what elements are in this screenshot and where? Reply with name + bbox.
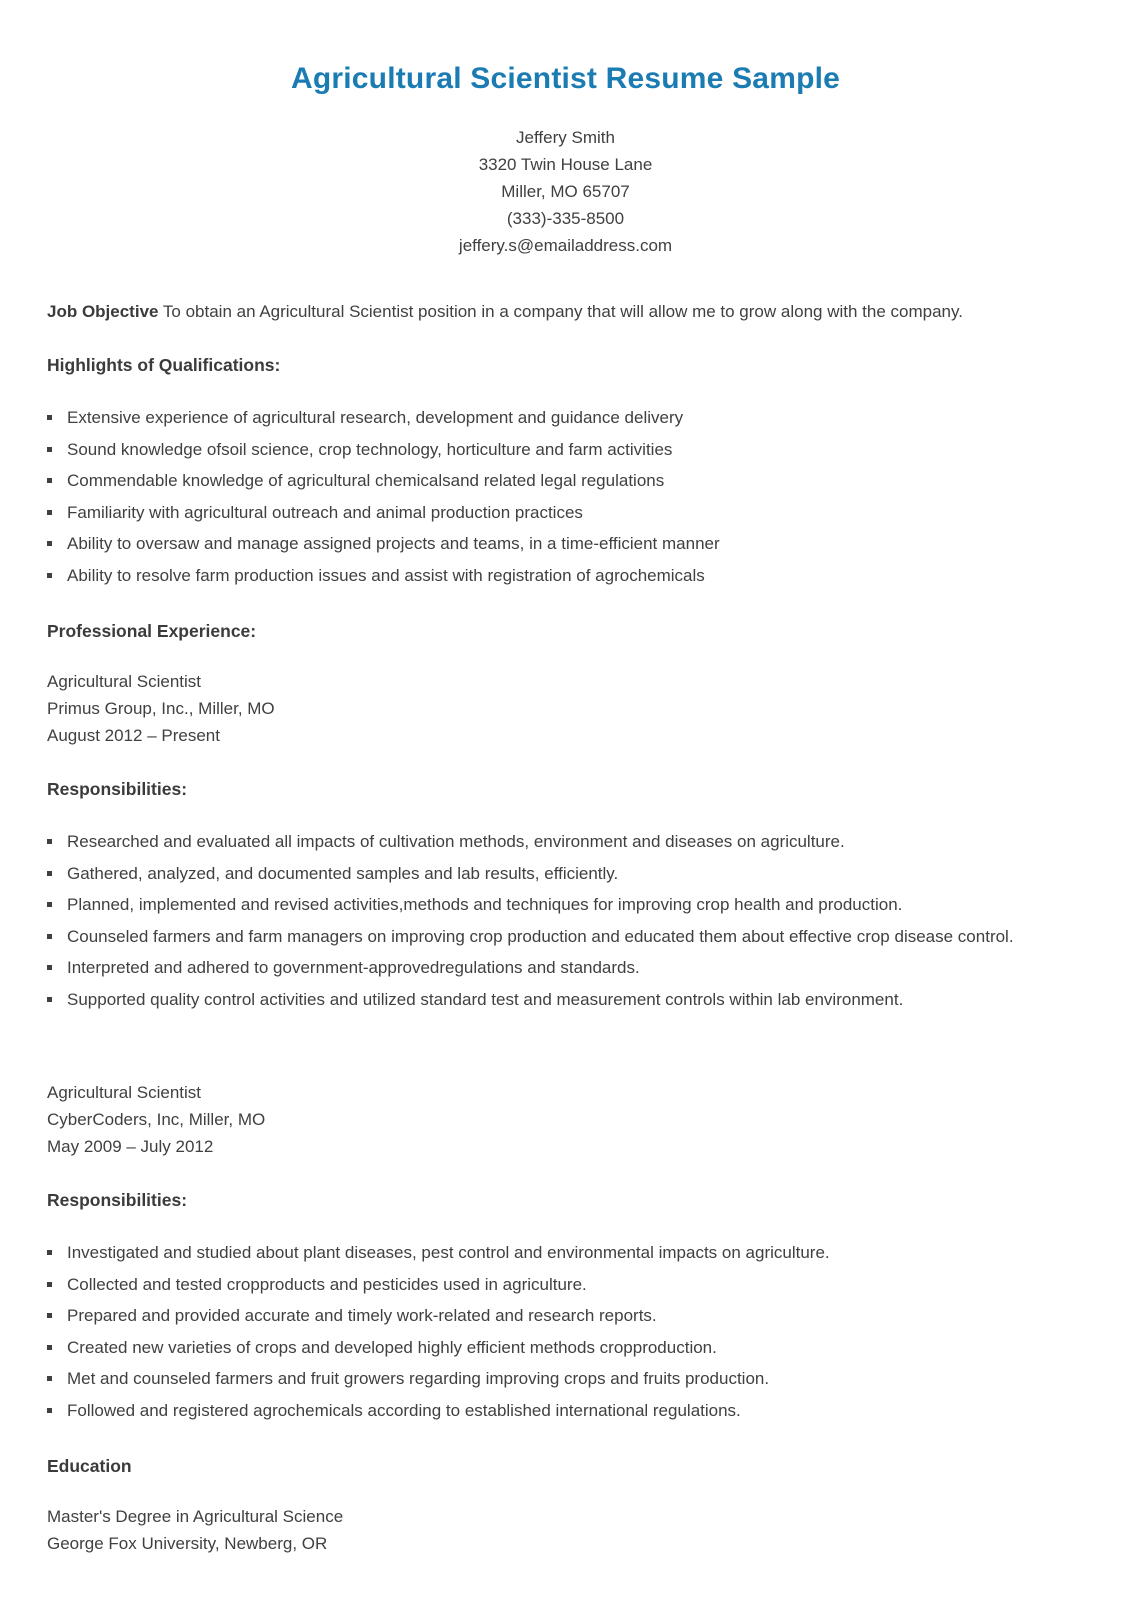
- list-item: [47, 858, 1084, 890]
- bullet-icon: [47, 965, 52, 970]
- contact-city-state-zip: Miller, MO 65707: [501, 182, 630, 201]
- responsibilities-list: [47, 826, 1084, 1015]
- qualifications-list: [47, 402, 1084, 591]
- list-item: [47, 434, 1084, 466]
- job-title: Agricultural Scientist: [47, 1083, 202, 1102]
- bullet-icon: [47, 871, 52, 876]
- list-item-text: Sound knowledge ofsoil science, crop technology, horticulture and farm activities: [67, 439, 673, 459]
- list-item: [47, 560, 1084, 592]
- bullet-icon: [47, 1250, 52, 1255]
- list-item-text: Investigated and studied about plant diseases, pest control and environmental impacts on agriculture.: [67, 1243, 830, 1262]
- list-item-text: Commendable knowledge of agricultural chemicalsand related legal regulations: [67, 471, 665, 490]
- education-school: George Fox University, Newberg, OR: [47, 1534, 328, 1553]
- list-item: [47, 1300, 1084, 1332]
- list-item-text: Followed and registered agrochemicals according to established international regulations.: [67, 1400, 741, 1420]
- list-item-text: Extensive experience of agricultural research, development and guidance delivery: [67, 408, 684, 427]
- job-objective-label: Job Objective: [47, 302, 159, 321]
- list-item-text: Interpreted and adhered to government-approvedregulations and standards.: [67, 958, 640, 977]
- bullet-icon: [47, 478, 52, 483]
- job-dates: August 2012 – Present: [47, 726, 220, 745]
- education-block: [47, 1503, 1084, 1557]
- bullet-icon: [47, 934, 52, 939]
- contact-block: [47, 124, 1084, 259]
- list-item: [47, 889, 1084, 921]
- list-item: [47, 465, 1084, 497]
- contact-phone: (333)-335-8500: [506, 209, 625, 228]
- list-item: [47, 528, 1084, 560]
- responsibilities-list: [47, 1237, 1084, 1426]
- contact-name: Jeffery Smith: [516, 128, 615, 147]
- list-item: [47, 921, 1084, 953]
- bullet-icon: [47, 1345, 52, 1350]
- experience-heading: Professional Experience:: [47, 621, 257, 641]
- list-item-text: Met and counseled farmers and fruit growers regarding improving crops and fruits production.: [67, 1369, 770, 1388]
- list-item: [47, 984, 1084, 1016]
- bullet-icon: [47, 541, 52, 546]
- bullet-icon: [47, 573, 52, 578]
- qualifications-heading: Highlights of Qualifications:: [47, 355, 281, 375]
- list-item: [47, 826, 1084, 858]
- bullet-icon: [47, 415, 52, 420]
- bullet-icon: [47, 902, 52, 907]
- list-item: [47, 1269, 1084, 1301]
- list-item: [47, 952, 1084, 984]
- bullet-icon: [47, 1376, 52, 1381]
- education-degree: Master's Degree in Agricultural Science: [47, 1507, 344, 1526]
- list-item-text: Supported quality control activities and utilized standard test and measurement controls within lab environment.: [67, 989, 904, 1009]
- bullet-icon: [47, 1408, 52, 1413]
- bullet-icon: [47, 1313, 52, 1318]
- bullet-icon: [47, 839, 52, 844]
- job-block: [47, 1079, 1084, 1160]
- list-item-text: Researched and evaluated all impacts of cultivation methods, environment and diseases on agriculture.: [67, 832, 845, 851]
- responsibilities-heading: Responsibilities:: [47, 779, 188, 799]
- bullet-icon: [47, 510, 52, 515]
- list-item-text: Familiarity with agricultural outreach and animal production practices: [67, 502, 583, 522]
- education-heading: Education: [47, 1456, 132, 1476]
- job-objective-text: To obtain an Agricultural Scientist position in a company that will allow me to grow along with the company.: [158, 302, 963, 321]
- job-company: CyberCoders, Inc, Miller, MO: [47, 1110, 266, 1129]
- page-title: Agricultural Scientist Resume Sample: [290, 62, 841, 95]
- job-dates: May 2009 – July 2012: [47, 1137, 214, 1156]
- list-item: [47, 1363, 1084, 1395]
- contact-address: 3320 Twin House Lane: [478, 155, 653, 174]
- bullet-icon: [47, 1282, 52, 1287]
- list-item-text: Collected and tested cropproducts and pesticides used in agriculture.: [67, 1274, 587, 1294]
- responsibilities-heading: Responsibilities:: [47, 1190, 188, 1210]
- bullet-icon: [47, 447, 52, 452]
- job-company: Primus Group, Inc., Miller, MO: [47, 699, 275, 718]
- job-objective: [47, 299, 1084, 325]
- list-item: [47, 1237, 1084, 1269]
- job-block: [47, 668, 1084, 749]
- list-item-text: Ability to oversaw and manage assigned projects and teams, in a time-efficient manner: [67, 534, 720, 553]
- list-item: [47, 1332, 1084, 1364]
- list-item-text: Ability to resolve farm production issues and assist with registration of agrochemicals: [67, 565, 705, 585]
- list-item-text: Counseled farmers and farm managers on improving crop production and educated them about effective crop disease control.: [67, 926, 1014, 946]
- list-item-text: Gathered, analyzed, and documented samples and lab results, efficiently.: [67, 863, 619, 883]
- list-item: [47, 402, 1084, 434]
- contact-email: jeffery.s@emailaddress.com: [458, 236, 673, 255]
- job-title: Agricultural Scientist: [47, 672, 202, 691]
- list-item: [47, 1395, 1084, 1427]
- bullet-icon: [47, 997, 52, 1002]
- list-item: [47, 497, 1084, 529]
- list-item-text: Created new varieties of crops and developed highly efficient methods cropproduction.: [67, 1337, 717, 1357]
- list-item-text: Planned, implemented and revised activities,methods and techniques for improving crop health and production.: [67, 895, 903, 914]
- list-item-text: Prepared and provided accurate and timely work-related and research reports.: [67, 1306, 657, 1325]
